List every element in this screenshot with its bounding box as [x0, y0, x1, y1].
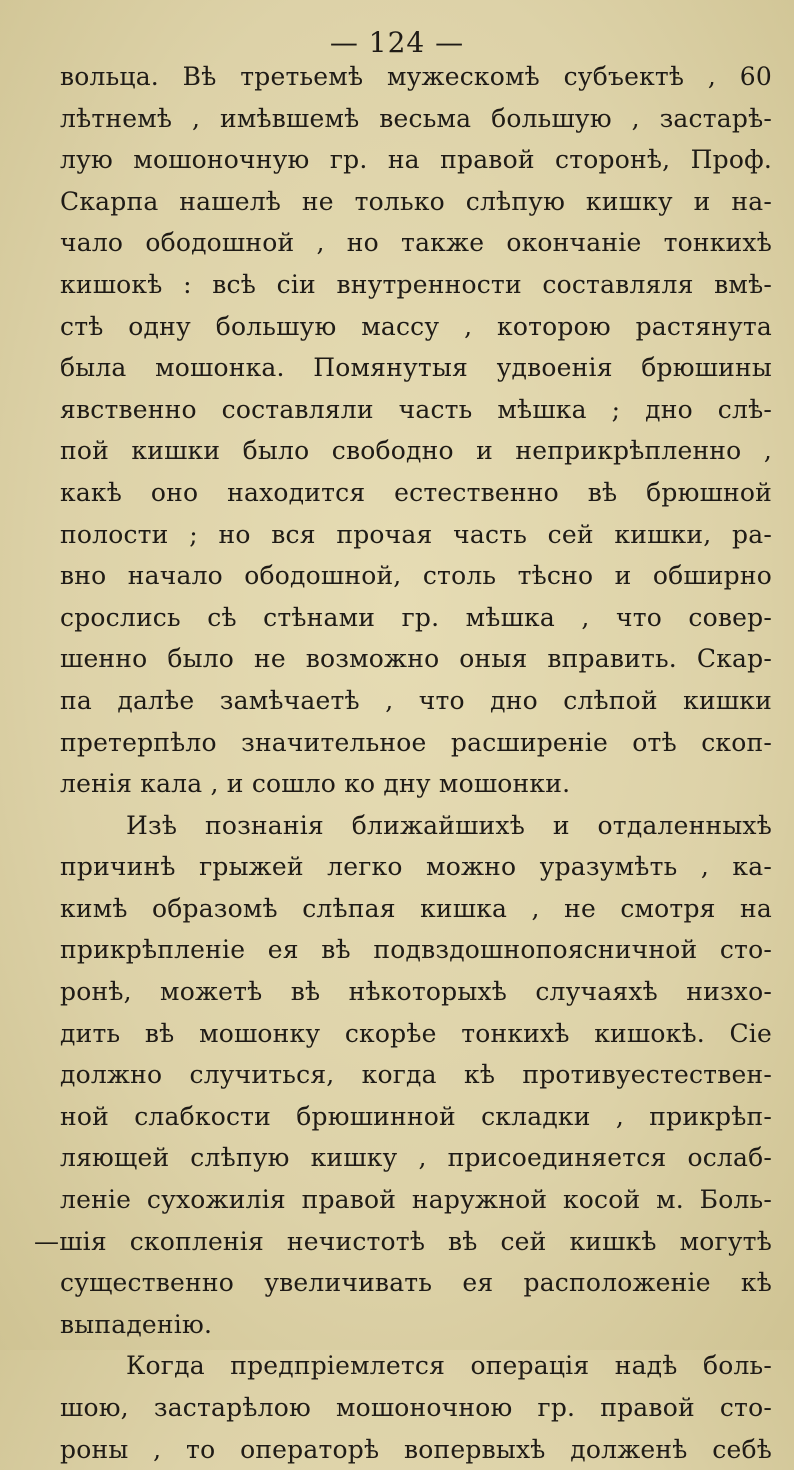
text-line: стѣ одну большую массу , которою растянута — [60, 311, 772, 341]
text-line: лѣтнемѣ , имѣвшемѣ весьма большую , застарѣ- — [60, 103, 772, 133]
text-line: Скарпа нашелѣ не только слѣпую кишку и на- — [60, 186, 772, 216]
text-line: дить вѣ мошонку скорѣе тонкихѣ кишокѣ. Сіе — [60, 1018, 772, 1048]
page-text — [34, 56, 772, 1470]
page-number: — 124 — — [329, 26, 465, 59]
text-line: пой кишки было свободно и неприкрѣпленно , — [60, 436, 772, 466]
text-line: ронѣ, можетѣ вѣ нѣкоторыхѣ случаяхѣ низхо- — [60, 977, 772, 1007]
text-line: причинѣ грыжей легко можно уразумѣть , ка- — [60, 852, 772, 882]
text-line: —шія скопленія нечистотѣ вѣ сей кишкѣ могутѣ — [34, 1226, 772, 1256]
text-line: выпаденію. — [60, 1309, 213, 1339]
text-line: шенно было не возможно оныя вправить. Скар- — [60, 644, 772, 674]
text-line: срослись сѣ стѣнами гр. мѣшка , что совер- — [60, 602, 772, 632]
text-line: ленія кала , и сошло ко дну мошонки. — [60, 769, 571, 799]
text-line: кишокѣ : всѣ сіи внутренности составляля вмѣ- — [60, 269, 772, 299]
text-line: ляющей слѣпую кишку , присоединяется ослаб- — [60, 1143, 772, 1173]
text-line: была мошонка. Помянутыя удвоенія брюшины — [60, 353, 772, 383]
text-line: вно начало ободошной, столь тѣсно и обширно — [60, 561, 772, 591]
text-line: какѣ оно находится естественно вѣ брюшной — [60, 477, 772, 507]
text-line: претерпѣло значительное расширеніе отѣ скоп- — [60, 727, 772, 757]
text-line: полости ; но вся прочая часть сей кишки, ра- — [60, 519, 772, 549]
text-line: прикрѣпленіе ея вѣ подвздошнопоясничной сто- — [60, 935, 772, 965]
text-line: леніе сухожилія правой наружной косой м. Боль- — [60, 1185, 772, 1215]
text-line: па далѣе замѣчаетѣ , что дно слѣпой кишки — [60, 685, 772, 715]
text-line: должно случиться, когда кѣ противуестествен- — [60, 1060, 772, 1090]
text-line: кимѣ образомѣ слѣпая кишка , не смотря на — [60, 893, 772, 923]
text-line: Когда предпріемлется операція надѣ боль- — [126, 1351, 772, 1381]
text-line: роны , то операторѣ вопервыхѣ долженѣ себѣ — [60, 1434, 772, 1464]
text-line: лую мошоночную гр. на правой сторонѣ, Проф. — [60, 145, 772, 175]
text-line: вольца. Вѣ третьемѣ мужескомѣ субъектѣ , 60 — [60, 62, 772, 91]
text-line: существенно увеличивать ея расположеніе кѣ — [60, 1268, 772, 1298]
text-line: шою, застарѣлою мошоночною гр. правой сто- — [60, 1393, 772, 1422]
text-line: чало ободошной , но также окончаніе тонкихѣ — [60, 228, 772, 258]
text-line: Изѣ познанія ближайшихѣ и отдаленныхѣ — [126, 810, 772, 840]
text-line: явственно составляли часть мѣшка ; дно слѣ- — [60, 394, 772, 424]
text-line: ной слабкости брюшинной складки , прикрѣп- — [60, 1101, 772, 1131]
